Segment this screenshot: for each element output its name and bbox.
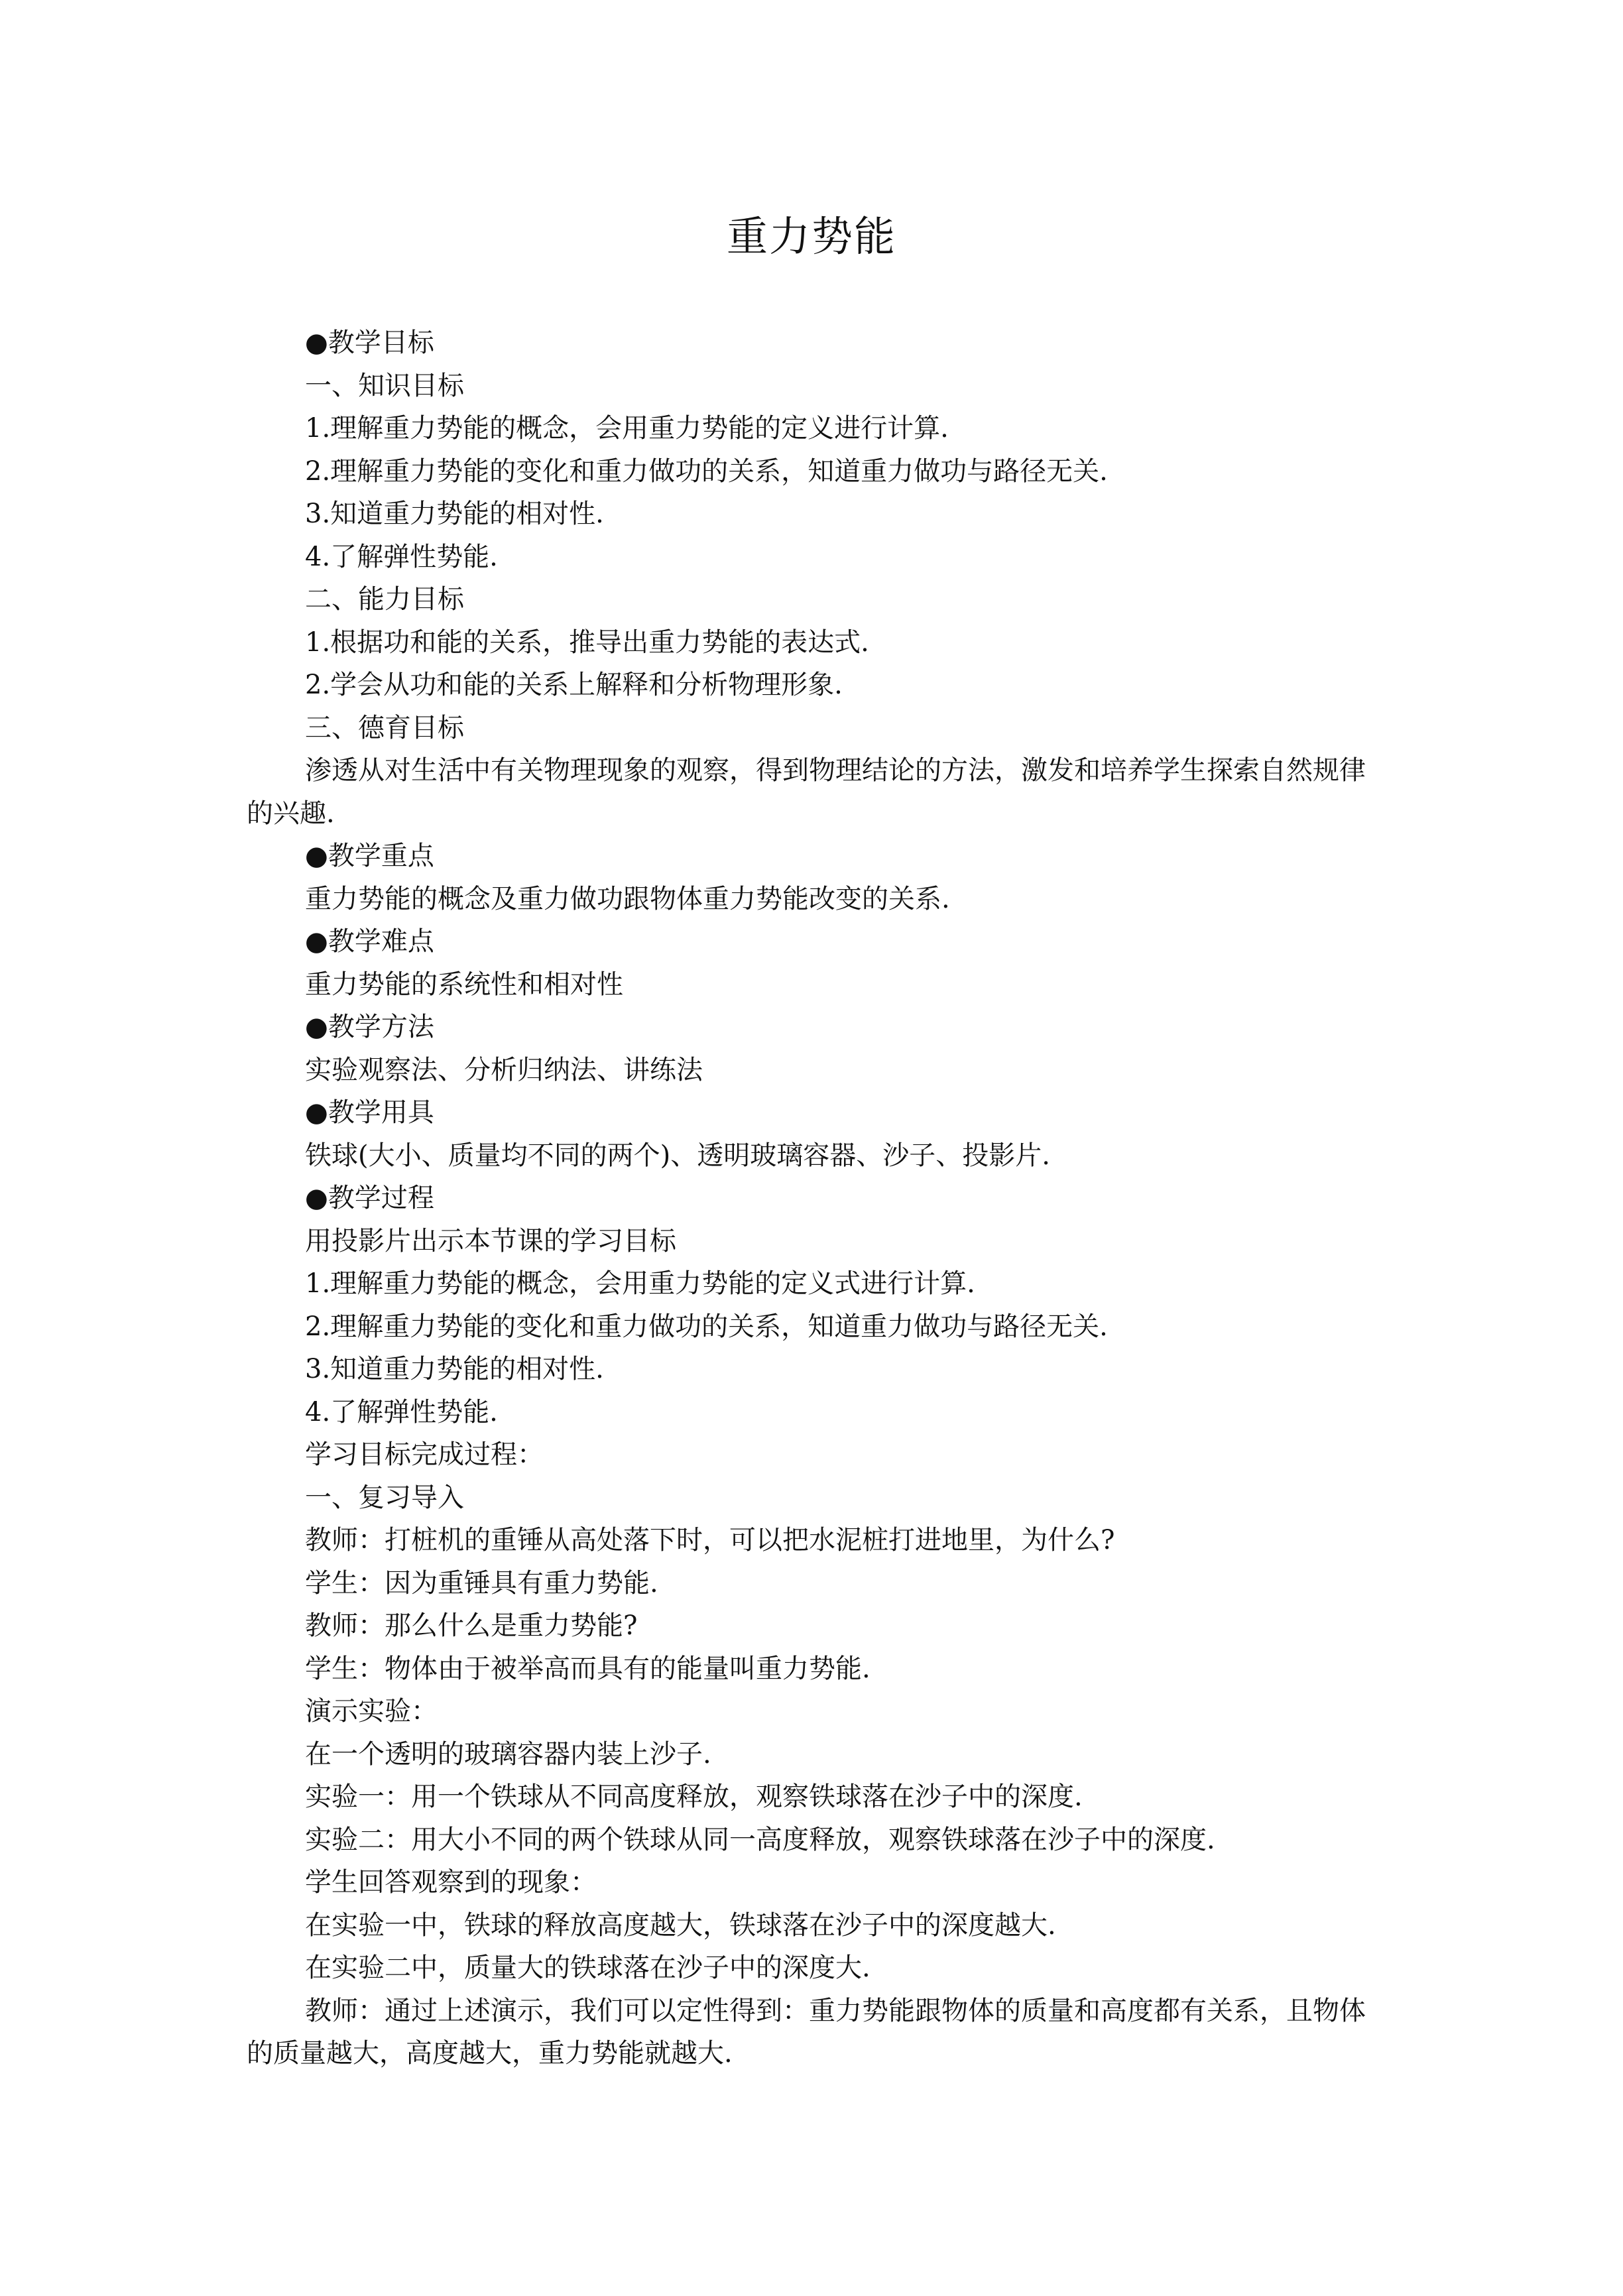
paragraph: ●教学目标 — [305, 328, 434, 358]
paragraph: 1.理解重力势能的概念，会用重力势能的定义进行计算. — [305, 413, 949, 444]
paragraph: 4.了解弹性势能. — [305, 1396, 498, 1427]
paragraph: 4.了解弹性势能. — [305, 541, 498, 572]
paragraph: 在实验二中，质量大的铁球落在沙子中的深度大. — [305, 1953, 871, 1983]
paragraph: 三、德育目标 — [305, 712, 464, 743]
paragraph: ●教学方法 — [305, 1012, 434, 1042]
paragraph: 教师：通过上述演示，我们可以定性得到：重力势能跟物体的质量和高度都有关系，且物体的质量越大，高度越大，重力势能就越大. — [247, 1995, 1366, 2069]
paragraph: 演示实验： — [305, 1696, 438, 1726]
paragraph: ●教学过程 — [305, 1183, 434, 1213]
paragraph: ●教学用具 — [305, 1097, 434, 1128]
paragraph: ●教学难点 — [305, 926, 434, 957]
paragraph: 3.知道重力势能的相对性. — [305, 499, 604, 529]
paragraph: 重力势能的系统性和相对性 — [305, 969, 623, 1000]
paragraph: 二、能力目标 — [305, 584, 464, 615]
paragraph: 学习目标完成过程： — [305, 1439, 544, 1470]
paragraph: 教师：打桩机的重锤从高处落下时，可以把水泥桩打进地里，为什么? — [305, 1525, 1115, 1555]
paragraph: 1.根据功和能的关系，推导出重力势能的表达式. — [305, 627, 869, 658]
document-title: 重力势能 — [726, 212, 896, 261]
paragraph: 2.理解重力势能的变化和重力做功的关系，知道重力做功与路径无关. — [305, 1311, 1108, 1342]
paragraph: 铁球(大小、质量均不同的两个)、透明玻璃容器、沙子、投影片. — [305, 1140, 1050, 1171]
paragraph: 一、知识目标 — [305, 370, 464, 401]
paragraph: 在一个透明的玻璃容器内装上沙子. — [305, 1738, 711, 1770]
paragraph: ●教学重点 — [305, 841, 434, 871]
paragraph: 学生回答观察到的现象： — [305, 1867, 597, 1898]
paragraph: 重力势能的概念及重力做功跟物体重力势能改变的关系. — [305, 883, 950, 914]
document-body — [247, 322, 1387, 2075]
paragraph: 实验二：用大小不同的两个铁球从同一高度释放，观察铁球落在沙子中的深度. — [305, 1824, 1215, 1855]
paragraph: 教师：那么什么是重力势能? — [305, 1610, 638, 1641]
paragraph: 实验观察法、分析归纳法、讲练法 — [305, 1054, 703, 1085]
paragraph: 3.知道重力势能的相对性. — [305, 1354, 604, 1384]
paragraph: 一、复习导入 — [305, 1482, 464, 1513]
paragraph: 1.理解重力势能的概念，会用重力势能的定义式进行计算. — [305, 1268, 975, 1299]
paragraph: 2.理解重力势能的变化和重力做功的关系，知道重力做功与路径无关. — [305, 455, 1108, 487]
paragraph: 用投影片出示本节课的学习目标 — [305, 1225, 676, 1256]
paragraph: 学生：物体由于被举高而具有的能量叫重力势能. — [305, 1653, 871, 1684]
paragraph: 2.学会从功和能的关系上解释和分析物理形象. — [305, 670, 843, 700]
paragraph: 实验一：用一个铁球从不同高度释放，观察铁球落在沙子中的深度. — [305, 1782, 1083, 1812]
paragraph: 渗透从对生活中有关物理现象的观察，得到物理结论的方法，激发和培养学生探索自然规律的兴趣. — [247, 755, 1366, 829]
paragraph: 学生：因为重锤具有重力势能. — [305, 1567, 658, 1599]
paragraph: 在实验一中，铁球的释放高度越大，铁球落在沙子中的深度越大. — [305, 1909, 1056, 1941]
